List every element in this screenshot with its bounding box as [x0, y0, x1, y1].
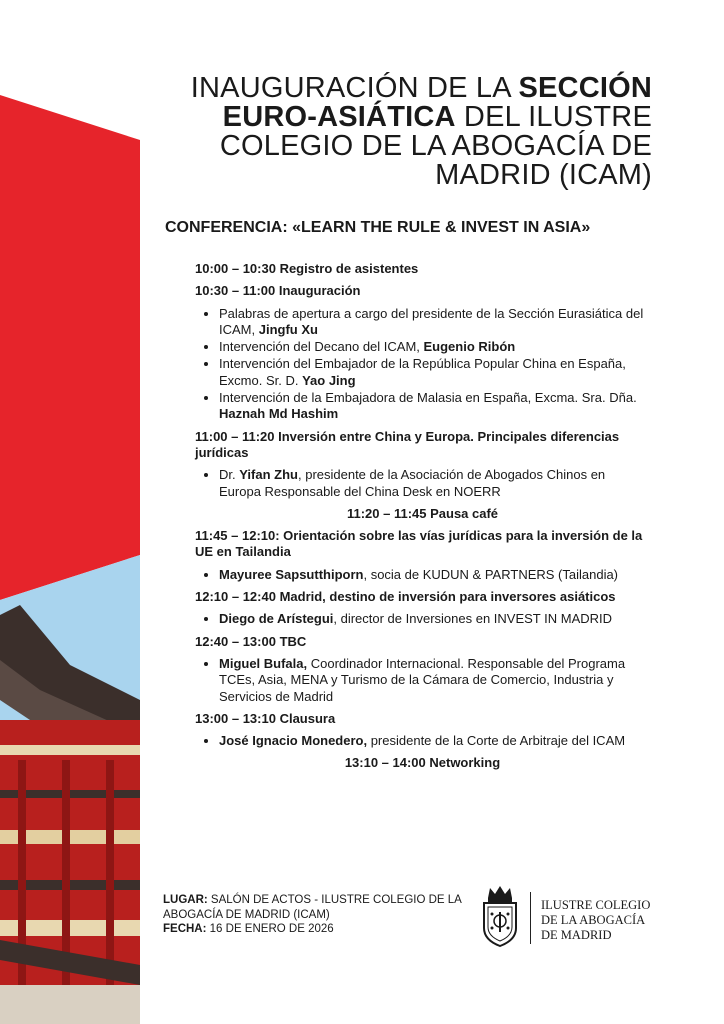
speaker-role: Intervención de la Embajadora de Malasia en España, Excma. Sra. Dña. — [219, 390, 637, 406]
agenda-slot-networking — [195, 755, 650, 771]
list-item — [195, 733, 650, 749]
venue-value: SALÓN DE ACTOS - ILUSTRE COLEGIO DE LA ABOGACÍA DE MADRID (ICAM) — [163, 894, 462, 921]
speaker-name: Haznah Md Hashim — [219, 406, 339, 422]
speaker-role: , presidente de la Asociación de Abogados Chinos en Europa Responsable del China Desk en NOERR — [219, 467, 606, 499]
slot-title: 12:40 – 13:00 TBC — [195, 633, 307, 649]
date-label: FECHA: — [163, 923, 207, 935]
event-details — [163, 893, 463, 937]
list-item — [195, 656, 650, 705]
logo-line3: DE MADRID — [541, 928, 612, 942]
slot-title: 10:30 – 11:00 Inauguración — [195, 283, 361, 299]
speaker-list — [195, 306, 650, 423]
slot-title: 11:45 – 12:10: Orientación sobre las vías jurídicas para la inversión de la UE en Tailandia — [195, 528, 643, 560]
slot-title: 11:20 – 11:45 Pausa café — [346, 505, 499, 521]
speaker-list — [195, 656, 650, 705]
slot-title: 12:10 – 12:40 Madrid, destino de inversión para inversores asiáticos — [195, 589, 616, 605]
slot-title: 11:00 – 11:20 Inversión entre China y Europa. Principales diferencias jurídicas — [195, 428, 620, 460]
title-line3: COLEGIO DE LA ABOGACÍA DE — [219, 130, 652, 162]
title-line2-bold: EURO-ASIÁTICA — [222, 101, 456, 133]
date-line — [163, 922, 463, 937]
title-line1-bold: SECCIÓN — [518, 72, 652, 104]
speaker-name: Eugenio Ribón — [423, 339, 516, 355]
agenda-slot-tailandia — [195, 528, 650, 583]
logo-line2: DE LA ABOGACÍA — [541, 913, 646, 927]
slot-title: 13:00 – 13:10 Clausura — [195, 710, 336, 726]
date-value: 16 DE ENERO DE 2026 — [206, 923, 334, 935]
logo-divider — [530, 892, 531, 944]
title-line4: MADRID (ICAM) — [435, 159, 652, 191]
speaker-role: Intervención del Embajador de la República Popular China en España, Excmo. Sr. D. — [219, 356, 626, 388]
page-title — [92, 74, 652, 190]
speaker-role: Coordinador Internacional. Responsable del Programa TCEs, Asia, MENA y Turismo de la Cámara de Comercio, Industria y Servicios de Madrid — [219, 655, 626, 704]
speaker-list — [195, 567, 650, 583]
list-item — [195, 467, 650, 500]
speaker-role: presidente de la Corte de Arbitraje del ICAM — [367, 733, 626, 749]
list-item — [195, 567, 650, 583]
speaker-name: José Ignacio Monedero, — [219, 733, 368, 749]
list-item — [195, 306, 650, 339]
speaker-name: Jingfu Xu — [258, 321, 318, 337]
speaker-list — [195, 611, 650, 627]
speaker-name: Miguel Bufala, — [219, 655, 308, 671]
venue-label: LUGAR: — [163, 894, 208, 906]
agenda-slot-inversion-china-europa — [195, 429, 650, 500]
agenda-slot-pausa — [195, 506, 650, 522]
speaker-list — [195, 467, 650, 500]
list-item — [195, 390, 650, 423]
speaker-name: Yifan Zhu — [239, 467, 298, 483]
speaker-name: Yao Jing — [302, 372, 356, 388]
speaker-role: Intervención del Decano del ICAM, — [219, 339, 424, 355]
list-item — [195, 356, 650, 389]
agenda — [195, 261, 650, 778]
agenda-slot-madrid — [195, 589, 650, 628]
speaker-role: , director de Inversiones en INVEST IN MADRID — [333, 611, 613, 627]
speaker-role: Palabras de apertura a cargo del presidente de la Sección Eurasiática del ICAM, — [219, 305, 644, 337]
speaker-list — [195, 733, 650, 749]
slot-title: 10:00 – 10:30 Registro de asistentes — [195, 261, 419, 276]
venue-line — [163, 893, 463, 922]
speaker-role: , socia de KUDUN & PARTNERS (Tailandia) — [363, 566, 619, 582]
agenda-slot-tbc — [195, 634, 650, 705]
speaker-name: Diego de Arístegui — [219, 611, 334, 627]
title-line2-regular: DEL ILUSTRE — [455, 101, 652, 133]
title-line1-regular: INAUGURACIÓN DE LA — [190, 72, 519, 104]
agenda-slot-clausura — [195, 711, 650, 750]
speaker-name: Mayuree Sapsutthiporn — [219, 566, 364, 582]
logo-line1: ILUSTRE COLEGIO — [541, 898, 651, 912]
list-item — [195, 339, 650, 355]
slot-title: 13:10 – 14:00 Networking — [344, 755, 501, 771]
agenda-slot-registro — [195, 261, 650, 277]
icam-logo-text — [541, 898, 681, 943]
agenda-slot-inauguracion — [195, 283, 650, 422]
icam-seal-icon — [478, 884, 522, 948]
list-item — [195, 611, 650, 627]
speaker-prefix: Dr. — [219, 467, 240, 483]
conference-title: CONFERENCIA: «LEARN THE RULE & INVEST IN ASIA» — [165, 219, 591, 236]
